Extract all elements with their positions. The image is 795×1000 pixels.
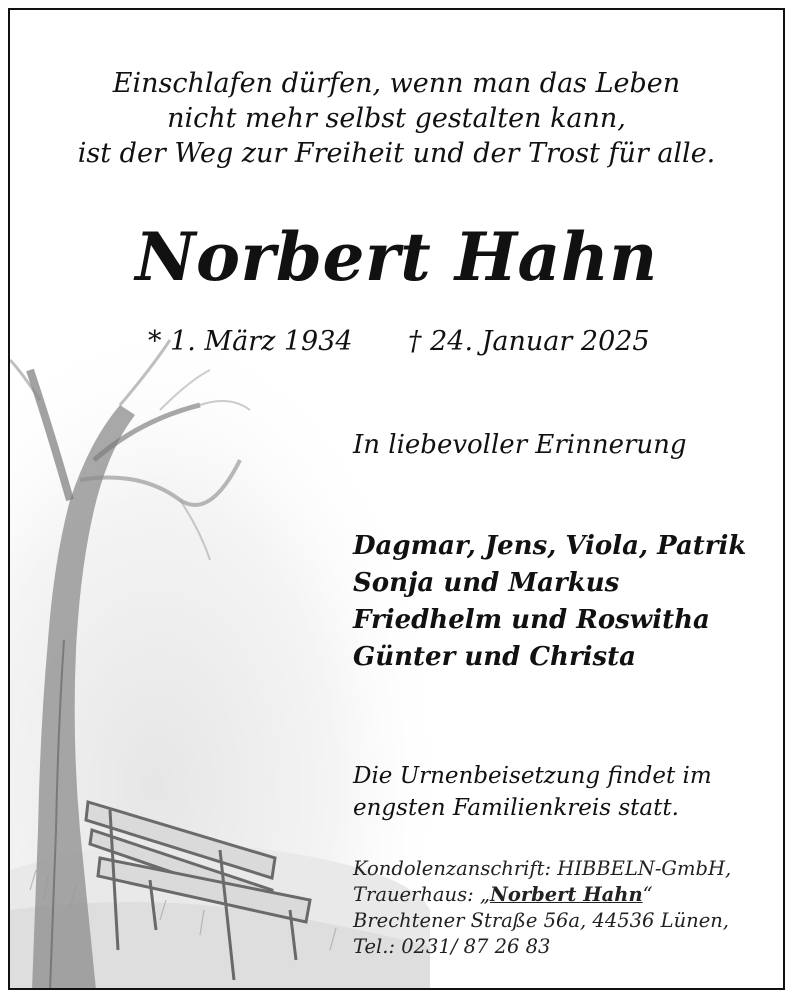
house-suffix: “	[642, 883, 653, 906]
mourner-line: Sonja und Markus	[353, 568, 620, 598]
deceased-name: Norbert Hahn	[135, 218, 658, 296]
house-prefix: Trauerhaus: „	[353, 883, 490, 906]
obituary-card	[8, 8, 785, 990]
funeral-note-line: engsten Familienkreis statt.	[353, 795, 679, 821]
contact-house-line	[353, 882, 731, 908]
poem	[10, 66, 783, 171]
contact-line: Kondolenzanschrift: HIBBELN-GmbH,	[353, 857, 732, 880]
mourner-line: Friedhelm und Roswitha	[353, 605, 710, 635]
poem-line: ist der Weg zur Freiheit und der Trost für alle.	[77, 138, 716, 169]
contact-phone: Tel.: 0231/ 87 26 83	[353, 935, 551, 958]
birth-date: * 1. März 1934	[148, 326, 353, 357]
condolence-contact	[353, 856, 731, 960]
house-name: Norbert Hahn	[490, 883, 643, 906]
contact-address: Brechtener Straße 56a, 44536 Lünen,	[353, 909, 730, 932]
mourner-line: Günter und Christa	[353, 642, 637, 672]
poem-line: nicht mehr selbst gestalten kann,	[167, 103, 626, 134]
memory-line: In liebevoller Erinnerung	[353, 430, 687, 460]
mourners-list	[353, 528, 746, 676]
mourner-line: Dagmar, Jens, Viola, Patrik	[353, 531, 747, 561]
funeral-note	[353, 760, 712, 824]
poem-line: Einschlafen dürfen, wenn man das Leben	[112, 68, 681, 99]
funeral-note-line: Die Urnenbeisetzung findet im	[353, 763, 712, 789]
death-date: † 24. Januar 2025	[408, 326, 650, 357]
